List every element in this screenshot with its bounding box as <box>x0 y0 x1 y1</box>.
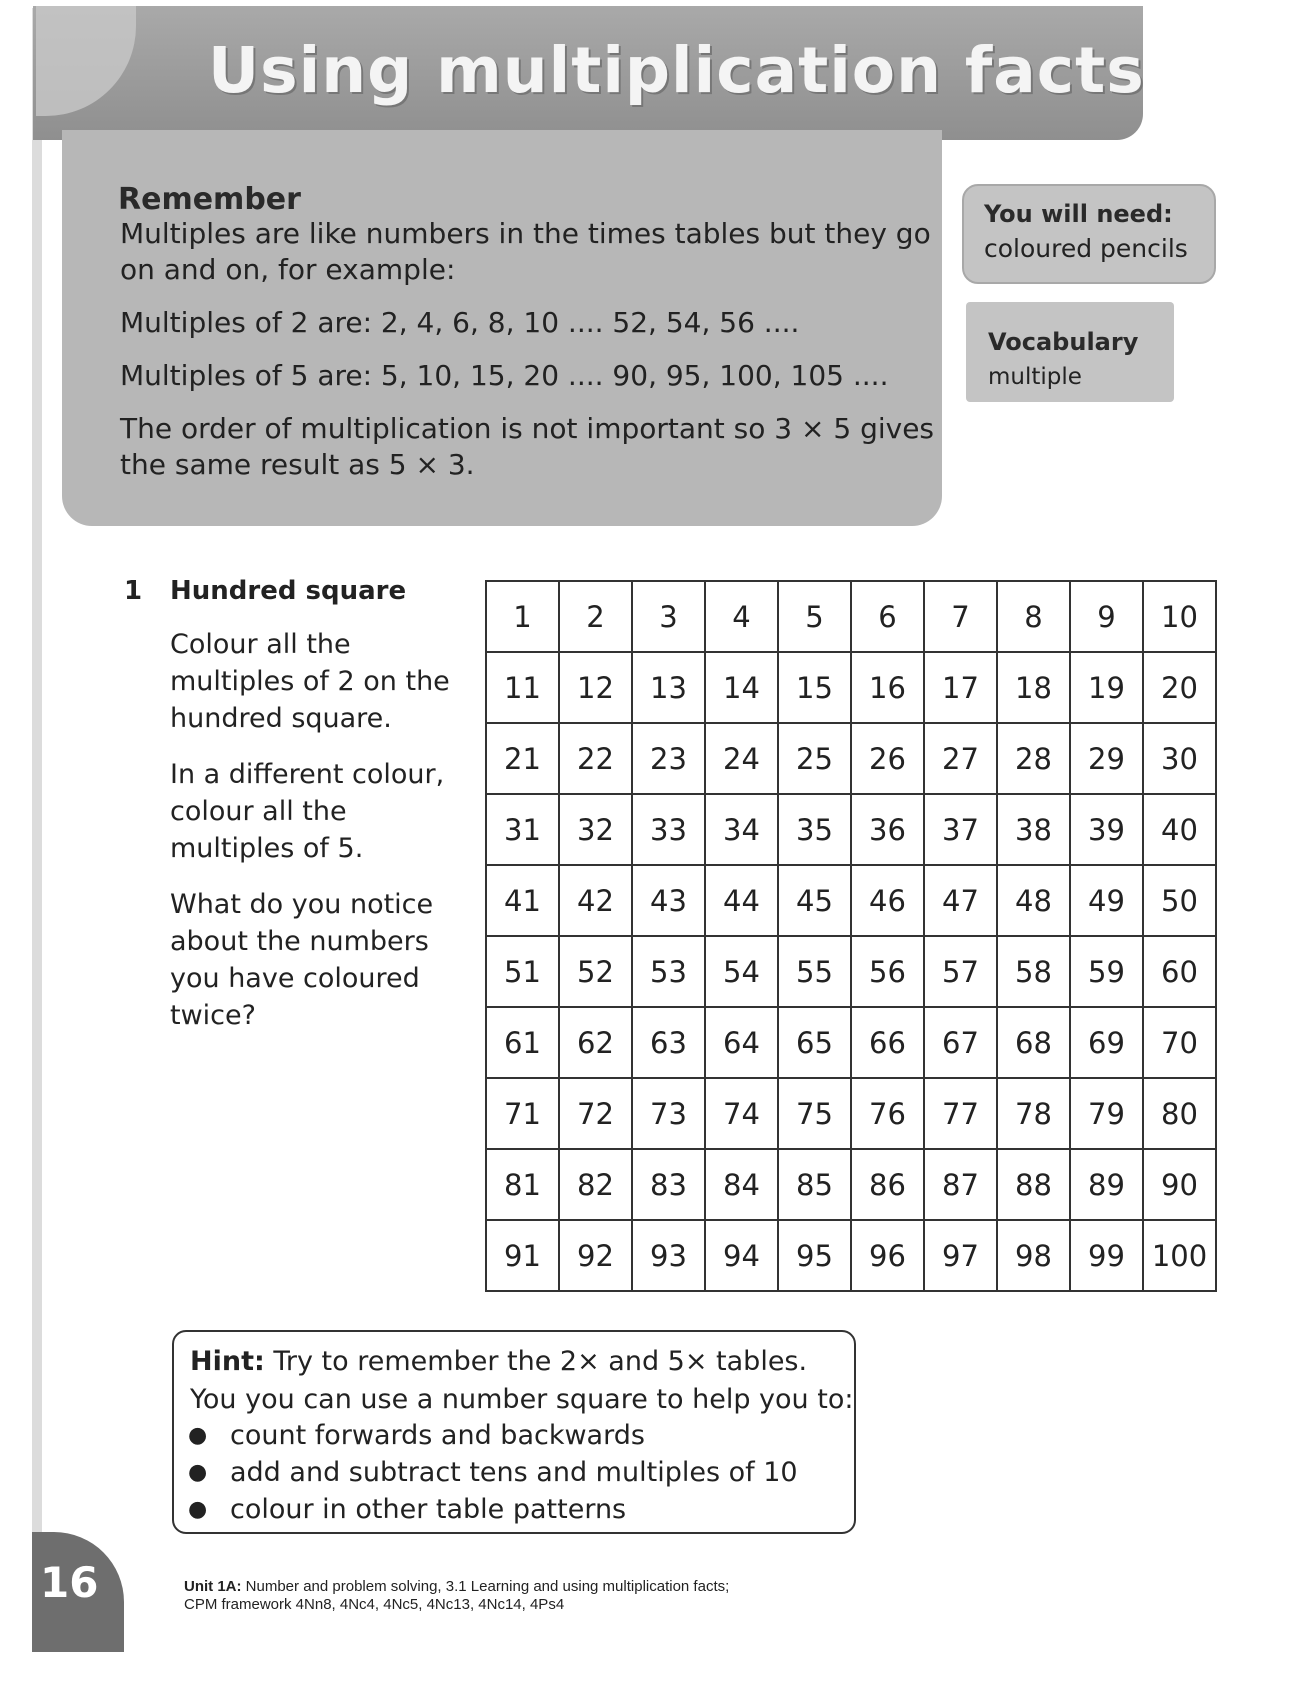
grid-cell[interactable]: 82 <box>559 1149 632 1220</box>
grid-cell[interactable]: 64 <box>705 1007 778 1078</box>
hint-list-item: colour in other table patterns <box>230 1494 627 1525</box>
grid-cell[interactable]: 12 <box>559 652 632 723</box>
grid-cell[interactable]: 94 <box>705 1220 778 1291</box>
grid-cell[interactable]: 72 <box>559 1078 632 1149</box>
grid-cell[interactable]: 66 <box>851 1007 924 1078</box>
grid-cell[interactable]: 9 <box>1070 581 1143 652</box>
remember-heading: Remember <box>118 182 301 217</box>
grid-cell[interactable]: 37 <box>924 794 997 865</box>
grid-cell[interactable]: 27 <box>924 723 997 794</box>
grid-cell[interactable]: 3 <box>632 581 705 652</box>
grid-cell[interactable]: 96 <box>851 1220 924 1291</box>
grid-cell[interactable]: 10 <box>1143 581 1216 652</box>
you-will-need-heading: You will need: <box>984 200 1173 228</box>
grid-cell[interactable]: 19 <box>1070 652 1143 723</box>
grid-cell[interactable]: 99 <box>1070 1220 1143 1291</box>
bullet-icon: ● <box>188 1423 208 1448</box>
grid-cell[interactable]: 65 <box>778 1007 851 1078</box>
grid-cell[interactable]: 98 <box>997 1220 1070 1291</box>
grid-cell[interactable]: 25 <box>778 723 851 794</box>
footer-framework-line: CPM framework 4Nn8, 4Nc4, 4Nc5, 4Nc13, 4Nc14, 4Ps4 <box>184 1596 565 1613</box>
grid-cell[interactable]: 35 <box>778 794 851 865</box>
hint-list-item: count forwards and backwards <box>230 1420 645 1451</box>
grid-cell[interactable]: 40 <box>1143 794 1216 865</box>
remember-line: Multiples of 2 are: 2, 4, 6, 8, 10 .... 52, 54, 56 .... <box>120 306 800 339</box>
remember-line: on and on, for example: <box>120 253 456 286</box>
grid-cell[interactable]: 63 <box>632 1007 705 1078</box>
grid-cell[interactable]: 48 <box>997 865 1070 936</box>
grid-cell[interactable]: 45 <box>778 865 851 936</box>
grid-cell[interactable]: 61 <box>486 1007 559 1078</box>
hint-text: Try to remember the 2× and 5× tables. <box>273 1346 808 1377</box>
grid-cell[interactable]: 16 <box>851 652 924 723</box>
grid-cell[interactable]: 29 <box>1070 723 1143 794</box>
grid-cell[interactable]: 8 <box>997 581 1070 652</box>
you-will-need-item: coloured pencils <box>984 234 1188 263</box>
remember-line: Multiples of 5 are: 5, 10, 15, 20 .... 90, 95, 100, 105 .... <box>120 359 889 392</box>
grid-cell[interactable]: 59 <box>1070 936 1143 1007</box>
grid-cell[interactable]: 31 <box>486 794 559 865</box>
grid-cell[interactable]: 62 <box>559 1007 632 1078</box>
page-number: 16 <box>40 1558 99 1607</box>
vocabulary-word: multiple <box>988 364 1082 390</box>
grid-row <box>486 723 1216 794</box>
grid-cell[interactable]: 89 <box>1070 1149 1143 1220</box>
grid-cell[interactable]: 15 <box>778 652 851 723</box>
grid-cell[interactable]: 44 <box>705 865 778 936</box>
grid-cell[interactable]: 68 <box>997 1007 1070 1078</box>
grid-cell[interactable]: 73 <box>632 1078 705 1149</box>
grid-row <box>486 936 1216 1007</box>
grid-cell[interactable]: 51 <box>486 936 559 1007</box>
grid-cell[interactable]: 7 <box>924 581 997 652</box>
grid-cell[interactable]: 11 <box>486 652 559 723</box>
grid-cell[interactable]: 91 <box>486 1220 559 1291</box>
grid-cell[interactable]: 4 <box>705 581 778 652</box>
grid-cell[interactable]: 50 <box>1143 865 1216 936</box>
footer-unit-line <box>184 1578 729 1595</box>
grid-cell[interactable]: 74 <box>705 1078 778 1149</box>
grid-row <box>486 581 1216 652</box>
grid-cell[interactable]: 81 <box>486 1149 559 1220</box>
grid-cell[interactable]: 26 <box>851 723 924 794</box>
remember-line: Multiples are like numbers in the times tables but they go <box>120 217 931 250</box>
grid-row <box>486 794 1216 865</box>
grid-cell[interactable]: 77 <box>924 1078 997 1149</box>
grid-cell[interactable]: 47 <box>924 865 997 936</box>
grid-cell[interactable]: 93 <box>632 1220 705 1291</box>
grid-cell[interactable]: 83 <box>632 1149 705 1220</box>
grid-cell[interactable]: 32 <box>559 794 632 865</box>
grid-cell[interactable]: 78 <box>997 1078 1070 1149</box>
bullet-icon: ● <box>188 1497 208 1522</box>
grid-cell[interactable]: 43 <box>632 865 705 936</box>
grid-cell[interactable]: 38 <box>997 794 1070 865</box>
footer-unit-label: Unit 1A: <box>184 1578 242 1595</box>
grid-cell[interactable]: 56 <box>851 936 924 1007</box>
grid-cell[interactable]: 14 <box>705 652 778 723</box>
grid-cell[interactable]: 52 <box>559 936 632 1007</box>
question-number: 1 <box>124 576 143 606</box>
grid-cell[interactable]: 49 <box>1070 865 1143 936</box>
grid-cell[interactable]: 5 <box>778 581 851 652</box>
grid-cell[interactable]: 36 <box>851 794 924 865</box>
grid-cell[interactable]: 80 <box>1143 1078 1216 1149</box>
vocabulary-heading: Vocabulary <box>988 328 1139 356</box>
grid-cell[interactable]: 87 <box>924 1149 997 1220</box>
hint-text: You you can use a number square to help you to: <box>190 1384 854 1415</box>
page-edge-bar <box>32 8 42 1648</box>
grid-cell[interactable]: 67 <box>924 1007 997 1078</box>
grid-row <box>486 1078 1216 1149</box>
remember-line: the same result as 5 × 3. <box>120 448 475 481</box>
grid-cell[interactable]: 13 <box>632 652 705 723</box>
footer-unit-text: Number and problem solving, 3.1 Learning and using multiplication facts; <box>245 1578 730 1595</box>
grid-cell[interactable]: 20 <box>1143 652 1216 723</box>
grid-cell[interactable]: 75 <box>778 1078 851 1149</box>
grid-row <box>486 1149 1216 1220</box>
grid-cell[interactable]: 60 <box>1143 936 1216 1007</box>
grid-row <box>486 1007 1216 1078</box>
grid-cell[interactable]: 34 <box>705 794 778 865</box>
grid-cell[interactable]: 79 <box>1070 1078 1143 1149</box>
grid-cell[interactable]: 57 <box>924 936 997 1007</box>
grid-cell[interactable]: 76 <box>851 1078 924 1149</box>
question-instruction: Colour all the multiples of 2 on the hundred square. <box>170 629 450 734</box>
grid-cell[interactable]: 86 <box>851 1149 924 1220</box>
grid-cell[interactable]: 28 <box>997 723 1070 794</box>
grid-cell[interactable]: 46 <box>851 865 924 936</box>
grid-row <box>486 1220 1216 1291</box>
grid-cell[interactable]: 97 <box>924 1220 997 1291</box>
grid-cell[interactable]: 71 <box>486 1078 559 1149</box>
grid-cell[interactable]: 23 <box>632 723 705 794</box>
grid-cell[interactable]: 95 <box>778 1220 851 1291</box>
grid-cell[interactable]: 22 <box>559 723 632 794</box>
grid-row <box>486 652 1216 723</box>
hint-list-item: add and subtract tens and multiples of 10 <box>230 1457 798 1488</box>
grid-cell[interactable]: 55 <box>778 936 851 1007</box>
grid-cell[interactable]: 33 <box>632 794 705 865</box>
question-instruction: In a different colour, colour all the multiples of 5. <box>170 759 445 864</box>
hint-label: Hint: <box>190 1346 265 1377</box>
grid-cell[interactable]: 24 <box>705 723 778 794</box>
grid-cell[interactable]: 41 <box>486 865 559 936</box>
grid-row <box>486 865 1216 936</box>
grid-cell[interactable]: 6 <box>851 581 924 652</box>
grid-cell[interactable]: 90 <box>1143 1149 1216 1220</box>
grid-cell[interactable]: 39 <box>1070 794 1143 865</box>
grid-cell[interactable]: 53 <box>632 936 705 1007</box>
question-title: Hundred square <box>170 576 407 606</box>
grid-cell[interactable]: 100 <box>1143 1220 1216 1291</box>
grid-cell[interactable]: 21 <box>486 723 559 794</box>
page-title: Using multiplication facts <box>208 34 1145 107</box>
grid-cell[interactable]: 17 <box>924 652 997 723</box>
grid-cell[interactable]: 69 <box>1070 1007 1143 1078</box>
remember-line: The order of multiplication is not important so 3 × 5 gives <box>120 412 935 445</box>
grid-cell[interactable]: 88 <box>997 1149 1070 1220</box>
question-prompt: What do you notice about the numbers you have coloured twice? <box>170 889 434 1031</box>
grid-cell[interactable]: 54 <box>705 936 778 1007</box>
grid-cell[interactable]: 1 <box>486 581 559 652</box>
grid-cell[interactable]: 84 <box>705 1149 778 1220</box>
grid-cell[interactable]: 42 <box>559 865 632 936</box>
grid-cell[interactable]: 2 <box>559 581 632 652</box>
grid-cell[interactable]: 92 <box>559 1220 632 1291</box>
hundred-square <box>485 580 1217 1292</box>
hint-first-line <box>190 1346 807 1377</box>
grid-cell[interactable]: 70 <box>1143 1007 1216 1078</box>
grid-cell[interactable]: 85 <box>778 1149 851 1220</box>
bullet-icon: ● <box>188 1460 208 1485</box>
grid-cell[interactable]: 18 <box>997 652 1070 723</box>
grid-cell[interactable]: 30 <box>1143 723 1216 794</box>
grid-cell[interactable]: 58 <box>997 936 1070 1007</box>
